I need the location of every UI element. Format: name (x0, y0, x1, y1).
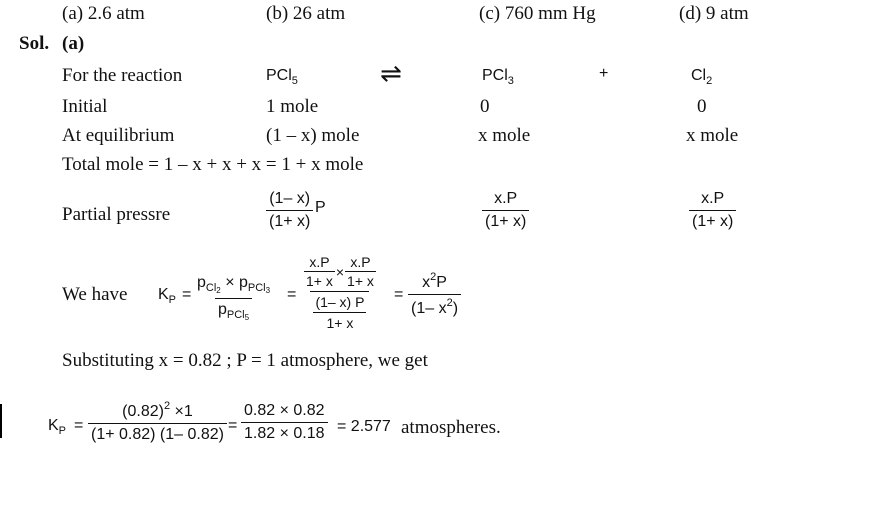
plus-sign: + (599, 65, 609, 82)
kp-compound-denominator: (1– x) P 1+ x (310, 291, 369, 330)
kp-pressure-numerator: $p_{Cl2} \times p_{PCl3}$ (197, 274, 271, 295)
final-result: = 2.577 (337, 418, 391, 435)
reactant-formula: PCl$_5$ (266, 67, 298, 87)
option-b: (b) 26 atm (266, 3, 346, 24)
substitution-line: Substituting x = 0.82 ; P = 1 atmosphere, we get (62, 350, 428, 371)
total-mole-line: Total mole = 1 – x + x + x = 1 + x mole (62, 154, 364, 175)
initial-product1: 0 (480, 96, 490, 117)
product1-formula: PCl$_3$ (482, 67, 514, 87)
partial-reactant-fraction: $\frac{(1- x)}{(1+ x)}$ (266, 191, 313, 230)
partial-product2-fraction: $\frac{x.P}{(1+ x)}$ (689, 191, 736, 230)
kp-compound-fraction (301, 255, 379, 330)
option-a: (a) 2.6 atm (62, 3, 145, 24)
option-c: (c) 760 mm Hg (479, 3, 596, 24)
kp-pressure-fraction (194, 275, 273, 322)
kp-equals: = (182, 286, 192, 303)
margin-bar (0, 404, 2, 438)
kp-result-fraction: $\frac{x^2P}{(1- x^2)}$ (408, 272, 461, 317)
partial-reactant-p: P (315, 199, 326, 216)
solution-label: Sol. (19, 33, 50, 54)
we-have-label: We have (62, 284, 128, 305)
initial-label: Initial (62, 96, 108, 117)
kp-equals-3: = (394, 286, 404, 303)
product2-formula: $Cl_2$ (691, 67, 713, 87)
solution-answer: (a) (62, 33, 85, 54)
kp-equals-2: = (287, 286, 297, 303)
final-equals: = (74, 417, 84, 434)
option-d: (d) 9 atm (679, 3, 749, 24)
partial-product1-fraction: $\frac{x.P}{(1+ x)}$ (482, 191, 529, 230)
kp-pressure-denominator: $p_{PCl5}$ (215, 298, 252, 322)
reaction-label: For the reaction (62, 65, 183, 86)
initial-product2: 0 (697, 96, 707, 117)
partial-pressure-label: Partial pressre (62, 204, 171, 225)
equilibrium-label: At equilibrium (62, 125, 175, 146)
equilibrium-product1: x mole (478, 125, 531, 146)
equilibrium-arrow-icon: ⇌ (380, 58, 402, 88)
final-fraction-1: $\frac{(0.82)^2 \times 1}{(1+ 0.82) (1- 0.82)}$ (88, 401, 227, 443)
initial-reactant: 1 mole (266, 96, 319, 117)
final-unit: atmospheres. (401, 417, 501, 438)
final-fraction-2: $\frac{0.82 \times 0.82}{1.82 \times 0.18}$ (241, 403, 328, 442)
final-equals-2: = (228, 417, 238, 434)
equilibrium-reactant: (1 – x) mole (266, 125, 360, 146)
equilibrium-product2: x mole (686, 125, 739, 146)
final-kp-symbol: $K_P$ (48, 417, 67, 437)
kp-symbol: $K_P$ (158, 286, 177, 306)
kp-compound-numerator: $\frac{x.P}{1+ x}$ × $\frac{x.P}{1+ x}$ (306, 254, 374, 289)
